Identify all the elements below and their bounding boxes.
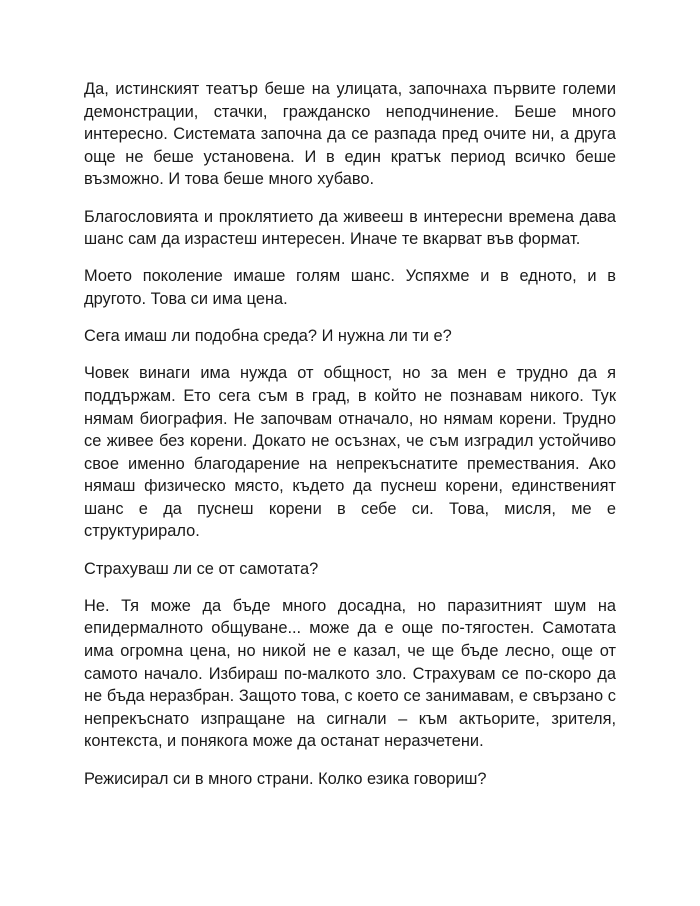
question-environment: Сега имаш ли подобна среда? И нужна ли ти е? — [84, 327, 452, 346]
paragraph-generation-chance: Моето поколение имаше голям шанс. Успяхме и в едното, и в другото. Това си има цена. — [84, 267, 616, 308]
paragraph-community-roots: Човек винаги има нужда от общност, но за мен е трудно да я поддържам. Ето сега съм в град, в който не познавам никого. Тук нямам биография. Не започвам отначало, но нямам корени. Трудно се живее без корени. Докато не осъзнах, че съм изградил устойчиво свое именно благодарение на непрекъснатите премествания. Ако нямаш физическо място, където да пуснеш корени, единственият шанс е да пуснеш корени в себе си. Това, мисля, ме е структурирало. — [84, 364, 616, 541]
paragraph-theatre-on-street: Да, истинският театър беше на улицата, започнаха първите големи демонстрации, стачки, гражданско неподчинение. Беше много интересно. Системата започна да се разпада пред очите ни, а друга още не беше установена. И в един кратък период всичко беше възможно. И това беше много хубаво. — [84, 80, 616, 189]
paragraph-interesting-times: Благословията и проклятието да живееш в интересни времена дава шанс сам да израстеш интересен. Иначе те вкарват във формат. — [84, 207, 616, 249]
question-languages: Режисирал си в много страни. Колко езика говориш? — [84, 769, 487, 788]
paragraph-loneliness-answer: Не. Тя може да бъде много досадна, но паразитният шум на епидермалното общуване... може да е още по-тягостен. Самотата има огромна цена, но никой не е казал, че ще бъде лесно, още от самото начало. Избираш по-малкото зло. Страхувам се по-скоро да не бъда неразбран. Защото това, с което се занимавам, е свързано с непрекъснато изпращане на сигнали – към актьорите, зрителя, контекста, и понякога може да останат неразчетени. — [84, 596, 616, 751]
document-page — [84, 78, 616, 805]
question-loneliness: Страхуваш ли се от самотата? — [84, 559, 319, 578]
